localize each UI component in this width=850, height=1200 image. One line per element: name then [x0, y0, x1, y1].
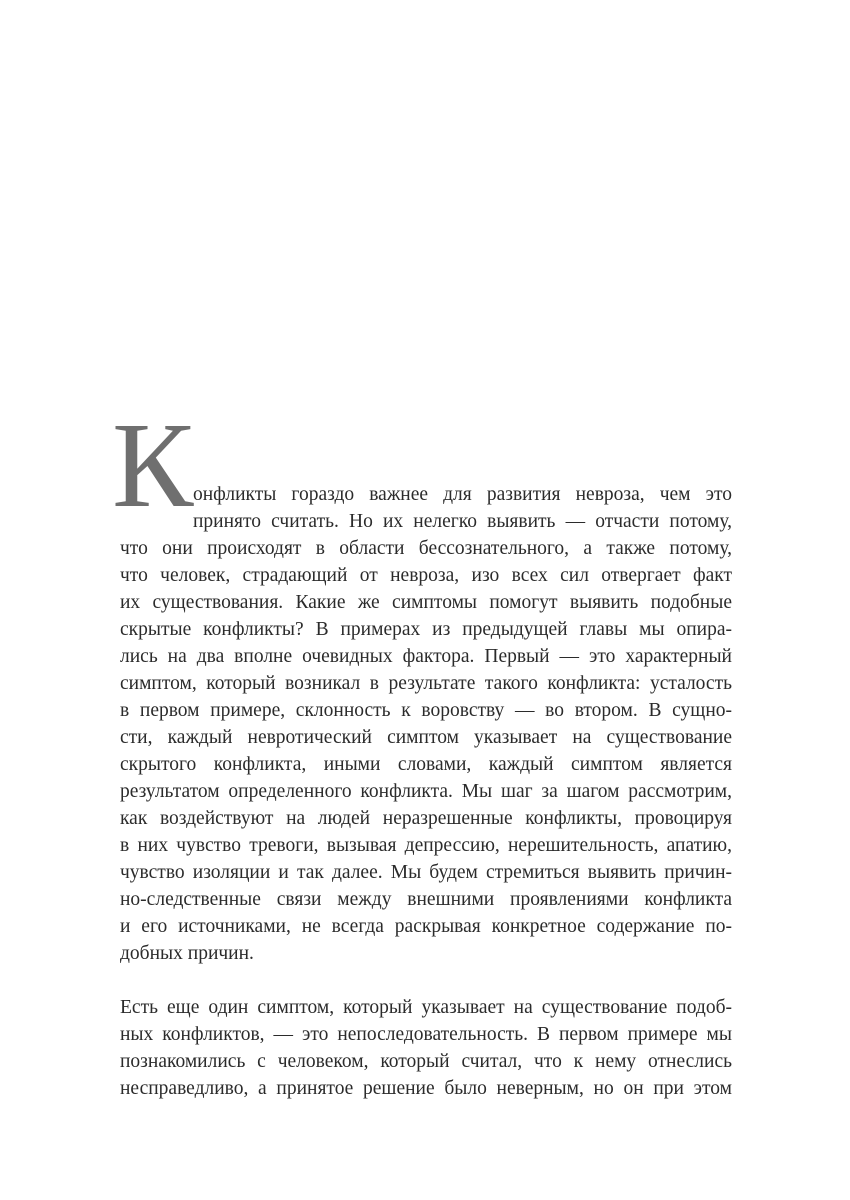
- paragraph-1-line: скрытого конфликта, иными словами, каждый симптом является: [120, 754, 732, 775]
- paragraph-1-line: в первом примере, склонность к воровству — во втором. В сущно-: [120, 700, 732, 721]
- paragraph-1-line: онфликты гораздо важнее для развития невроза, чем это: [193, 484, 732, 505]
- paragraph-1-line: но-следственные связи между внешними проявлениями конфликта: [120, 889, 732, 910]
- paragraph-2-line: Есть еще один симптом, который указывает на существование подоб-: [120, 997, 732, 1018]
- paragraph-1-line: сти, каждый невротический симптом указывает на существование: [120, 727, 732, 748]
- paragraph-2-line: несправедливо, а принятое решение было неверным, но он при этом: [120, 1078, 732, 1099]
- paragraph-1-line: как воздействуют на людей неразрешенные конфликты, провоцируя: [120, 808, 732, 829]
- paragraph-1-line: что человек, страдающий от невроза, изо всех сил отвергает факт: [120, 565, 732, 586]
- paragraph-1-line: что они происходят в области бессознательного, а также потому,: [120, 538, 732, 559]
- paragraph-2-line: познакомились с человеком, который считал, что к нему отнеслись: [120, 1051, 732, 1072]
- paragraph-1-line: лись на два вполне очевидных фактора. Первый — это характерный: [120, 646, 732, 667]
- paragraph-1-line: и его источниками, не всегда раскрывая конкретное содержание по-: [120, 916, 732, 937]
- paragraph-1-line: в них чувство тревоги, вызывая депрессию, нерешительность, апатию,: [120, 835, 732, 856]
- paragraph-2-line: ных конфликтов, — это непоследовательность. В первом примере мы: [120, 1024, 732, 1045]
- paragraph-1-line: результатом определенного конфликта. Мы шаг за шагом рассмотрим,: [120, 781, 732, 802]
- paragraph-1-line: добных причин.: [120, 943, 254, 964]
- paragraph-1-line: чувство изоляции и так далее. Мы будем стремиться выявить причин-: [120, 862, 732, 883]
- paragraph-1-line: их существования. Какие же симптомы помогут выявить подобные: [120, 592, 732, 613]
- paragraph-1-line: симптом, который возникал в результате такого конфликта: усталость: [120, 673, 732, 694]
- drop-cap-letter: К: [112, 398, 194, 533]
- paragraph-1-line: скрытые конфликты? В примерах из предыдущей главы мы опира-: [120, 619, 732, 640]
- paragraph-1-line: принято считать. Но их нелегко выявить — отчасти потому,: [193, 511, 732, 532]
